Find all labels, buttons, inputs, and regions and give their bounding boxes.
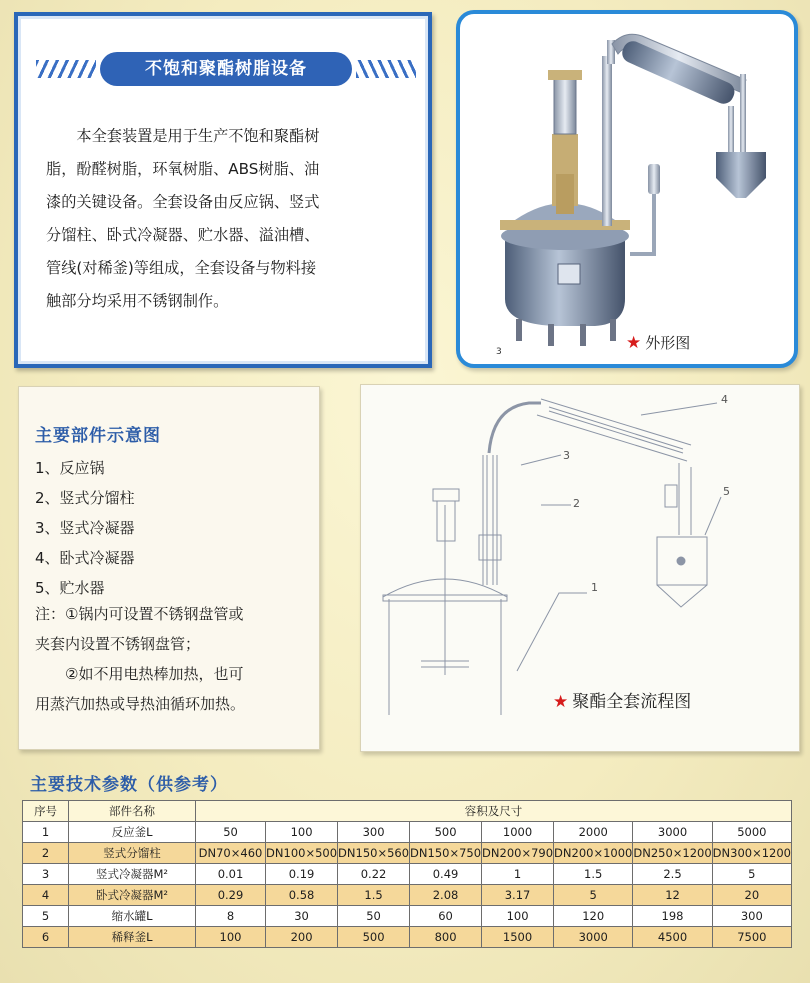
cell: 20 (712, 885, 791, 906)
cell: DN200×790 (482, 843, 554, 864)
cell: 2000 (554, 822, 633, 843)
parts-list (35, 453, 135, 603)
row-no: 6 (23, 927, 69, 948)
cell: 0.22 (338, 864, 410, 885)
photo-caption: 外形图 (645, 334, 691, 352)
cell: 8 (195, 906, 265, 927)
cell: 1000 (482, 822, 554, 843)
cell: 200 (266, 927, 338, 948)
table-row (23, 927, 792, 948)
table-row (23, 864, 792, 885)
cell: 0.19 (266, 864, 338, 885)
list-item: 1、反应锅 (35, 459, 105, 477)
cell: DN250×1200 (633, 843, 712, 864)
cell: 4500 (633, 927, 712, 948)
diagram-label: 3 (563, 449, 570, 462)
intro-line: 管线(对稀釜)等组成，全套设备与物料接 (46, 259, 317, 277)
row-no: 5 (23, 906, 69, 927)
header-part: 部件名称 (69, 801, 196, 822)
diagram-label: 2 (573, 497, 580, 510)
flow-caption: 聚酯全套流程图 (572, 692, 692, 712)
equipment-photo-panel (456, 10, 798, 368)
list-item: 4、卧式冷凝器 (35, 549, 135, 567)
cell: 100 (482, 906, 554, 927)
cell: 1500 (482, 927, 554, 948)
cell: 5000 (712, 822, 791, 843)
cell: 1.5 (338, 885, 410, 906)
cell: 12 (633, 885, 712, 906)
row-no: 4 (23, 885, 69, 906)
cell: 0.58 (266, 885, 338, 906)
cell: 800 (410, 927, 482, 948)
flow-caption-wrap (553, 687, 691, 712)
cell: 5 (554, 885, 633, 906)
row-part: 竖式冷凝器M² (69, 864, 196, 885)
cell: 500 (410, 822, 482, 843)
intro-line: 触部分均采用不锈钢制作。 (46, 292, 229, 310)
cell: DN300×1200 (712, 843, 791, 864)
cell: 50 (195, 822, 265, 843)
cell: DN100×500 (266, 843, 338, 864)
cell: 1 (482, 864, 554, 885)
note-line: 用蒸汽加热或导热油循环加热。 (35, 695, 246, 713)
equipment-illustration (460, 14, 794, 364)
cell: 50 (338, 906, 410, 927)
row-part: 卧式冷凝器M² (69, 885, 196, 906)
intro-line: 本全套装置是用于生产不饱和聚酯树 (76, 127, 320, 145)
cell: DN200×1000 (554, 843, 633, 864)
cell: 0.49 (410, 864, 482, 885)
row-no: 1 (23, 822, 69, 843)
intro-body (46, 120, 410, 318)
list-item: 5、贮水器 (35, 579, 105, 597)
banner-stripes-right (356, 60, 416, 78)
table-row (23, 822, 792, 843)
table-header-row (23, 801, 792, 822)
star-icon: ★ (626, 333, 642, 353)
cell: 500 (338, 927, 410, 948)
cell: DN150×750 (410, 843, 482, 864)
cell: 2.08 (410, 885, 482, 906)
table-row (23, 885, 792, 906)
note-line: 注：①锅内可设置不锈钢盘管或 (35, 605, 244, 623)
cell: 0.01 (195, 864, 265, 885)
cell: 30 (266, 906, 338, 927)
cell: 3000 (633, 822, 712, 843)
diagram-label: 5 (723, 485, 730, 498)
banner-stripes-left (36, 60, 96, 78)
row-part: 缩水罐L (69, 906, 196, 927)
cell: 100 (195, 927, 265, 948)
cell: 0.29 (195, 885, 265, 906)
cell: 198 (633, 906, 712, 927)
table-row (23, 906, 792, 927)
spec-table (22, 800, 792, 948)
diagram-label: 1 (591, 581, 598, 594)
cell: DN70×460 (195, 843, 265, 864)
intro-title: 不饱和聚酯树脂设备 (100, 52, 352, 86)
cell: DN150×560 (338, 843, 410, 864)
table-row (23, 843, 792, 864)
header-no: 序号 (23, 801, 69, 822)
intro-panel (14, 12, 432, 368)
note-line: ②如不用电热棒加热，也可 (35, 665, 244, 683)
intro-line: 脂，酚醛树脂，环氧树脂、ABS树脂、油 (46, 160, 320, 178)
intro-line: 漆的关键设备。全套设备由反应锅、竖式 (46, 193, 320, 211)
parts-note (35, 599, 313, 719)
list-item: 2、竖式分馏柱 (35, 489, 135, 507)
cell: 300 (712, 906, 791, 927)
intro-line: 分馏柱、卧式冷凝器、贮水器、溢油槽、 (46, 226, 320, 244)
cell: 300 (338, 822, 410, 843)
flow-diagram-panel (360, 384, 800, 752)
cell: 100 (266, 822, 338, 843)
photo-caption-wrap (626, 332, 690, 353)
intro-title-banner (36, 52, 416, 86)
parts-panel (18, 386, 320, 750)
cell: 3.17 (482, 885, 554, 906)
header-size: 容积及尺寸 (195, 801, 791, 822)
row-part: 稀释釜L (69, 927, 196, 948)
cell: 120 (554, 906, 633, 927)
parts-heading: 主要部件示意图 (35, 426, 161, 446)
cell: 2.5 (633, 864, 712, 885)
star-icon: ★ (553, 692, 569, 712)
row-no: 2 (23, 843, 69, 864)
cell: 1.5 (554, 864, 633, 885)
cell: 3000 (554, 927, 633, 948)
note-line: 夹套内设置不锈钢盘管； (35, 635, 201, 653)
diagram-label: 4 (721, 393, 728, 406)
row-part: 竖式分馏柱 (69, 843, 196, 864)
cell: 7500 (712, 927, 791, 948)
row-no: 3 (23, 864, 69, 885)
list-item: 3、竖式冷凝器 (35, 519, 135, 537)
cell: 60 (410, 906, 482, 927)
cell: 5 (712, 864, 791, 885)
spec-title: 主要技术参数（供参考） (30, 775, 228, 795)
photo-tag: 3 (496, 347, 502, 357)
row-part: 反应釜L (69, 822, 196, 843)
